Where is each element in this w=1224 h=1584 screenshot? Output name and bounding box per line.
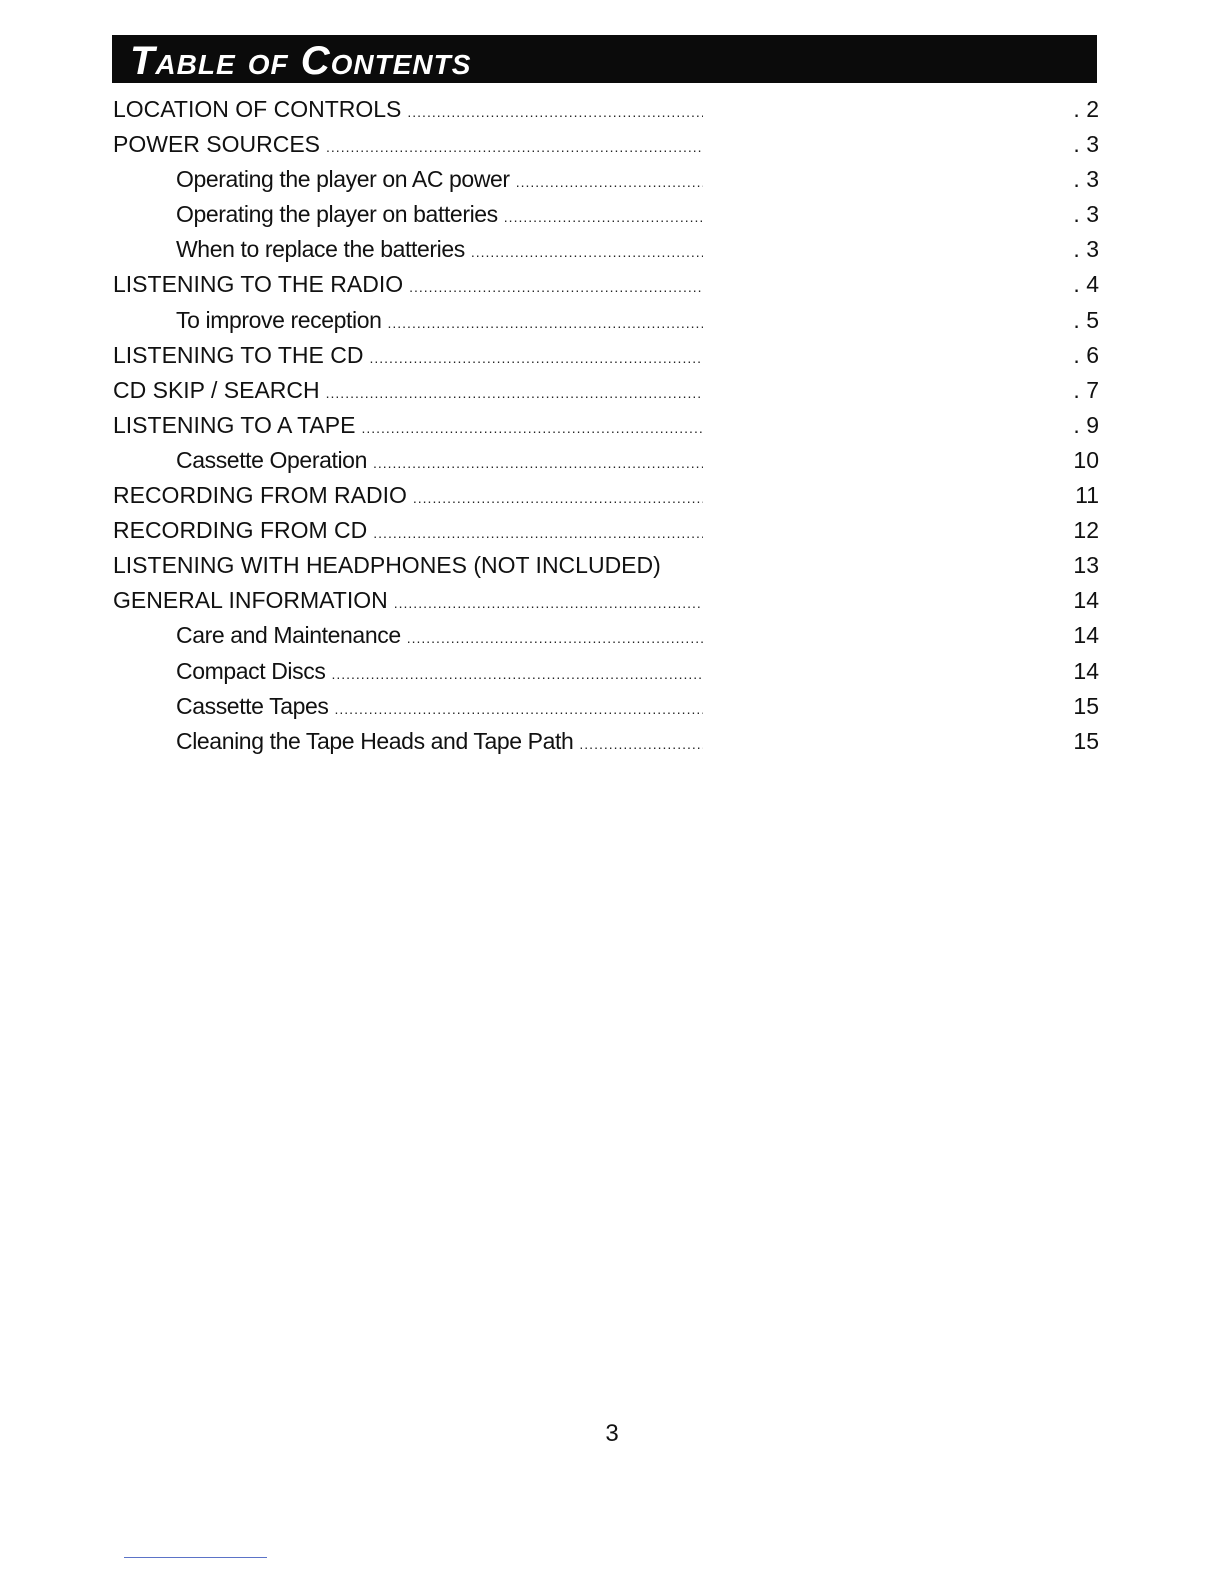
toc-dot-leader (394, 586, 703, 621)
toc-entry-title-group (113, 338, 703, 376)
toc-entry-label: GENERAL INFORMATION (113, 587, 388, 614)
toc-entry-page: 10 (1073, 446, 1099, 473)
toc-dot-leader (326, 130, 703, 165)
toc-entry-title-group (113, 267, 703, 305)
toc-entry-label: LISTENING WITH HEADPHONES (NOT INCLUDED) (113, 552, 661, 579)
toc-entry-page: . 3 (1073, 131, 1099, 158)
toc-entry (113, 513, 1099, 548)
toc-entry-label: When to replace the batteries (176, 236, 465, 263)
toc-entry-title-group (176, 724, 703, 762)
toc-entry-label: Cleaning the Tape Heads and Tape Path (176, 727, 574, 754)
toc-entry-title-group (176, 443, 703, 481)
toc-entry-title-group (176, 654, 703, 692)
toc-entry-label: To improve reception (176, 306, 382, 333)
toc-entry-title-group (113, 408, 703, 446)
toc-entry (113, 408, 1099, 443)
toc-entry (113, 338, 1099, 373)
toc-entry-label: Operating the player on batteries (176, 201, 498, 228)
toc-entry-page: . 5 (1073, 306, 1099, 333)
toc-entry-page: . 3 (1073, 236, 1099, 263)
toc-entry (113, 162, 1099, 197)
toc-entry-page: . 9 (1073, 411, 1099, 438)
toc-entry-label: Cassette Operation (176, 446, 367, 473)
toc-entry-label: Cassette Tapes (176, 692, 329, 719)
toc-entry-title-group (113, 373, 703, 411)
toc-entry (113, 583, 1099, 618)
toc-dot-leader (516, 165, 703, 200)
toc-entry-label: LISTENING TO THE RADIO (113, 271, 404, 298)
toc-entry-page: 14 (1073, 622, 1099, 649)
toc-entry-title-group (113, 92, 703, 130)
toc-dot-leader (373, 516, 703, 551)
toc-dot-leader (361, 411, 703, 446)
toc-dot-leader (579, 727, 703, 762)
toc-entry-title-group (176, 689, 703, 727)
page-number: 3 (605, 1420, 619, 1447)
toc-entry-title-group (176, 232, 703, 270)
toc-dot-leader (388, 306, 704, 341)
toc-entry-title-group (113, 478, 703, 516)
toc-entry-label: LISTENING TO THE CD (113, 341, 364, 368)
toc-entry-label: RECORDING FROM CD (113, 517, 368, 544)
toc-entry (113, 689, 1099, 724)
table-of-contents (113, 92, 1099, 759)
title-bar (112, 35, 1097, 83)
toc-entry (113, 548, 1099, 583)
toc-dot-leader (335, 692, 703, 727)
toc-entry-label: Compact Discs (176, 657, 326, 684)
toc-entry-label: LOCATION OF CONTROLS (113, 96, 402, 122)
toc-entry-label: LISTENING TO A TAPE (113, 411, 356, 438)
toc-entry-page: . 7 (1073, 376, 1099, 403)
toc-dot-leader (471, 235, 703, 270)
toc-entry (113, 267, 1099, 302)
toc-entry-page: . 3 (1073, 166, 1099, 193)
page-title: Table of Contents (130, 39, 472, 83)
toc-entry-page: 14 (1073, 587, 1099, 614)
toc-dot-leader (326, 376, 703, 411)
toc-entry-title-group (176, 618, 703, 656)
toc-dot-leader (504, 200, 703, 235)
toc-entry-label: Care and Maintenance (176, 622, 401, 649)
toc-entry-title-group (113, 548, 703, 583)
toc-entry-title-group (176, 162, 703, 200)
toc-entry (113, 478, 1099, 513)
toc-entry-page: 15 (1073, 727, 1099, 754)
toc-entry (113, 197, 1099, 232)
toc-entry (113, 618, 1099, 653)
toc-entry (113, 303, 1099, 338)
toc-entry (113, 92, 1099, 127)
toc-entry-page: 13 (1073, 552, 1099, 579)
toc-entry-page: . 6 (1073, 341, 1099, 368)
toc-dot-leader (373, 446, 703, 481)
toc-entry-page: 12 (1073, 517, 1099, 544)
toc-dot-leader (407, 95, 703, 130)
toc-entry-page: . 3 (1073, 201, 1099, 228)
toc-entry-page: 14 (1073, 657, 1099, 684)
toc-entry-title-group (176, 303, 703, 341)
toc-entry-page: . 4 (1073, 271, 1099, 298)
toc-dot-leader (413, 481, 703, 516)
toc-dot-leader (407, 621, 703, 656)
toc-entry-title-group (113, 513, 703, 551)
toc-entry-label: Operating the player on AC power (176, 166, 510, 193)
toc-entry-page: 15 (1073, 692, 1099, 719)
toc-dot-leader (370, 341, 704, 376)
toc-entry (113, 232, 1099, 267)
toc-entry-title-group (113, 583, 703, 621)
toc-dot-leader (409, 270, 703, 305)
toc-dot-leader (331, 657, 703, 692)
toc-entry (113, 443, 1099, 478)
toc-entry-page: . 2 (1073, 96, 1099, 122)
toc-entry (113, 654, 1099, 689)
toc-entry (113, 373, 1099, 408)
toc-entry-label: POWER SOURCES (113, 131, 321, 158)
toc-entry-page: 11 (1075, 482, 1099, 509)
toc-entry (113, 724, 1099, 759)
toc-entry-label: CD SKIP / SEARCH (113, 376, 320, 403)
toc-entry-title-group (176, 197, 703, 235)
scan-artifact-line (124, 1557, 267, 1558)
toc-entry-title-group (113, 127, 703, 165)
toc-entry (113, 127, 1099, 162)
toc-entry-label: RECORDING FROM RADIO (113, 482, 407, 509)
